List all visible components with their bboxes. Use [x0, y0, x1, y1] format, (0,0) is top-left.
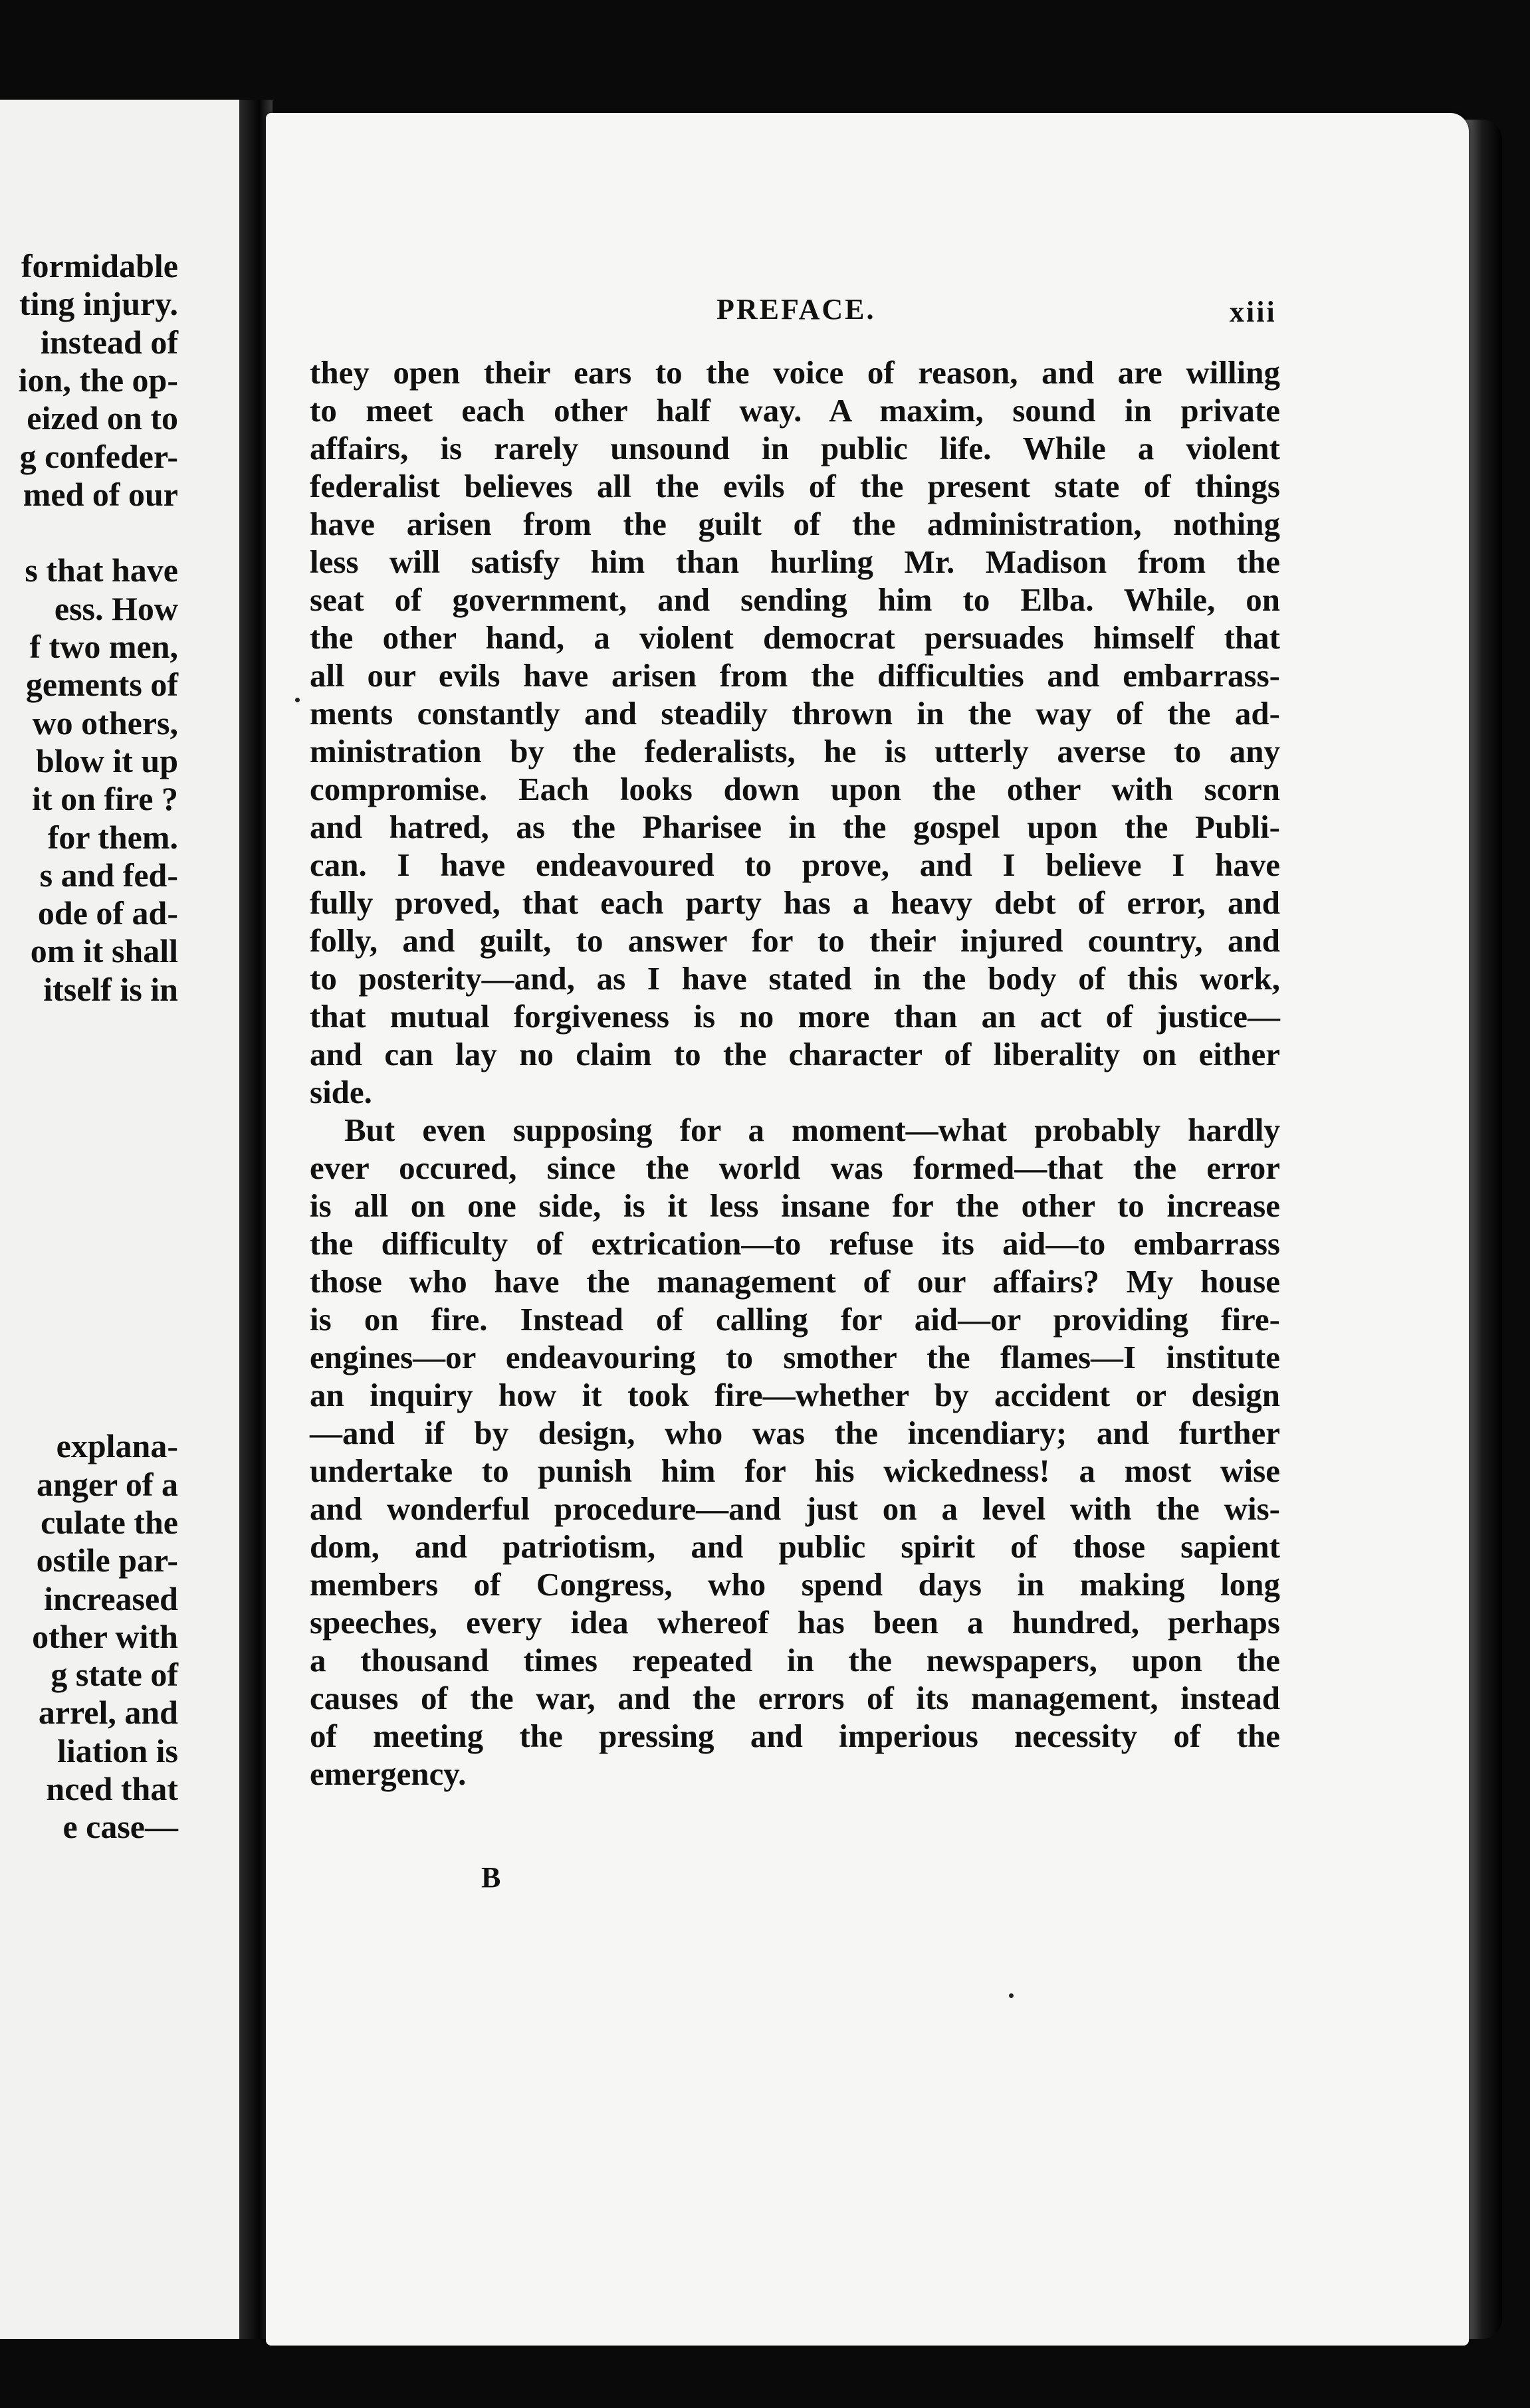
previous-page-line: ess. How — [54, 589, 178, 627]
previous-page-line: blow it up — [36, 742, 178, 779]
text-line: causes of the war, and the errors of its management, instead — [310, 1680, 1280, 1716]
previous-page-line: med of our — [23, 475, 178, 513]
previous-page-line: eized on to — [27, 399, 178, 437]
previous-page-line: g confeder- — [19, 437, 178, 475]
previous-page-line: s that have — [25, 552, 178, 589]
previous-page-line: other with — [32, 1617, 178, 1655]
text-line: compromise. Each looks down upon the other with scorn — [310, 771, 1280, 807]
text-line: ments constantly and steadily thrown in the way of the ad- — [310, 695, 1280, 732]
previous-page-line: wo others, — [32, 704, 178, 742]
text-line: and can lay no claim to the character of liberality on either — [310, 1036, 1280, 1072]
signature-mark: B — [481, 1861, 501, 1894]
text-line: have arisen from the guilt of the administration, nothing — [310, 506, 1280, 542]
previous-page-line: gements of — [25, 666, 178, 704]
text-line: dom, and patriotism, and public spirit of those sapient — [310, 1528, 1280, 1565]
previous-page-line: e case— — [62, 1808, 178, 1846]
text-line: ministration by the federalists, he is utterly averse to any — [310, 733, 1280, 769]
previous-page-line: nced that — [46, 1770, 178, 1807]
text-line: to posterity—and, as I have stated in the body of this work, — [310, 960, 1280, 997]
text-line: the difficulty of extrication—to refuse its aid—to embarrass — [310, 1225, 1280, 1262]
text-line: members of Congress, who spend days in making long — [310, 1566, 1280, 1603]
previous-page-line: increased — [44, 1579, 178, 1617]
text-line: undertake to punish him for his wickedness! a most wise — [310, 1453, 1280, 1489]
text-line: side. — [310, 1074, 372, 1110]
text-line: ever occured, since the world was formed—that the error — [310, 1150, 1280, 1186]
text-line: —and if by design, who was the incendiary; and further — [310, 1415, 1280, 1451]
text-line: of meeting the pressing and imperious necessity of the — [310, 1718, 1280, 1754]
text-line: the other hand, a violent democrat persuades himself that — [310, 619, 1280, 656]
previous-page-line: ion, the op- — [18, 361, 178, 399]
text-line: seat of government, and sending him to Elba. While, on — [310, 581, 1280, 618]
text-line: federalist believes all the evils of the present state of things — [310, 468, 1280, 504]
text-line: fully proved, that each party has a heavy debt of error, and — [310, 884, 1280, 921]
ink-speck — [1009, 1993, 1014, 1998]
previous-page-line: culate the — [41, 1503, 178, 1541]
text-line: can. I have endeavoured to prove, and I believe I have — [310, 847, 1280, 883]
previous-page-line: formidable — [21, 247, 178, 284]
previous-page-line: for them. — [47, 818, 178, 856]
previous-page-line: ostile par- — [36, 1542, 178, 1579]
text-line: a thousand times repeated in the newspapers, upon the — [310, 1642, 1280, 1678]
text-line: all our evils have arisen from the difficulties and embarrass- — [310, 657, 1280, 694]
previous-page-line: explana- — [56, 1427, 178, 1465]
text-line: they open their ears to the voice of reason, and are willing — [310, 354, 1280, 391]
text-line: speeches, every idea whereof has been a hundred, perhaps — [310, 1604, 1280, 1641]
book-page — [266, 113, 1469, 2346]
running-title: PREFACE. — [716, 293, 876, 326]
text-line: an inquiry how it took fire—whether by accident or design — [310, 1377, 1280, 1413]
text-line: less will satisfy him than hurling Mr. Madison from the — [310, 544, 1280, 580]
page-number: xiii — [1230, 296, 1277, 328]
running-head — [266, 292, 1469, 339]
previous-page-line: it on fire ? — [32, 780, 178, 818]
previous-page-line: ode of ad- — [37, 894, 178, 932]
previous-page — [0, 100, 239, 2339]
text-line: engines—or endeavouring to smother the flames—I institute — [310, 1339, 1280, 1375]
text-line: that mutual forgiveness is no more than an act of justice— — [310, 998, 1280, 1035]
previous-page-line: instead of — [41, 323, 178, 361]
previous-page-line: ting injury. — [19, 285, 178, 323]
previous-page-line: itself is in — [43, 970, 178, 1008]
text-line: to meet each other half way. A maxim, sound in private — [310, 392, 1280, 429]
previous-page-line: s and fed- — [39, 856, 178, 894]
text-line: folly, and guilt, to answer for to their injured country, and — [310, 922, 1280, 959]
text-line: emergency. — [310, 1756, 467, 1792]
ink-speck — [295, 698, 300, 702]
previous-page-line: g state of — [51, 1656, 178, 1694]
text-line: those who have the management of our affairs? My house — [310, 1263, 1280, 1300]
previous-page-line: f two men, — [29, 628, 178, 665]
text-line: and wonderful procedure—and just on a level with the wis- — [310, 1490, 1280, 1527]
previous-page-line: arrel, and — [38, 1694, 178, 1732]
text-line: and hatred, as the Pharisee in the gospel upon the Publi- — [310, 809, 1280, 845]
previous-page-line: om it shall — [30, 932, 178, 970]
text-line: is all on one side, is it less insane for the other to increase — [310, 1187, 1280, 1224]
body-text — [310, 353, 1280, 1793]
previous-page-line: anger of a — [37, 1465, 178, 1503]
text-line: is on fire. Instead of calling for aid—or providing fire- — [310, 1301, 1280, 1338]
text-line: But even supposing for a moment—what probably hardly — [344, 1112, 1280, 1148]
previous-page-line: liation is — [57, 1732, 178, 1769]
text-line: affairs, is rarely unsound in public life. While a violent — [310, 430, 1280, 466]
